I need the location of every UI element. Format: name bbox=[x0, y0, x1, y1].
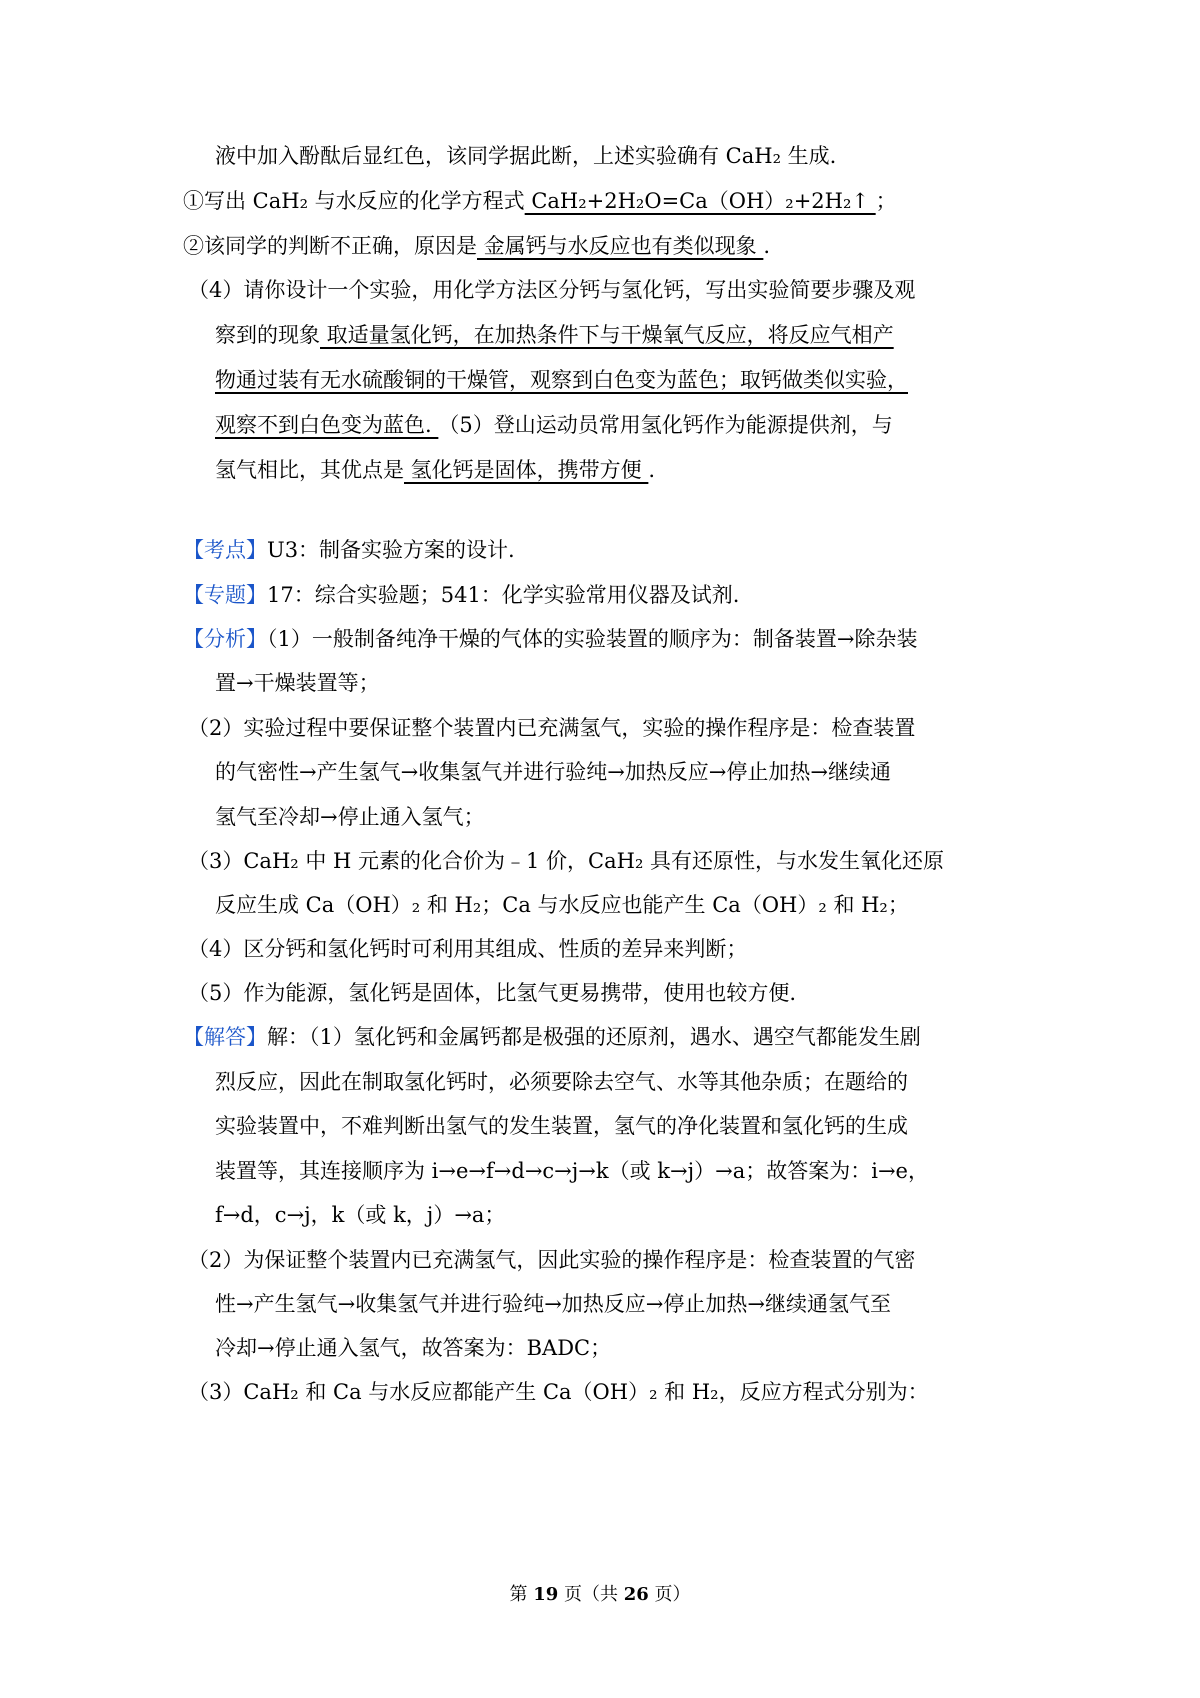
text-span: 的气密性→产生氢气→收集氢气并进行验纯→加热反应→停止加热→继续通 bbox=[215, 760, 891, 784]
text-line bbox=[188, 1378, 929, 1406]
page-footer bbox=[0, 1580, 1200, 1606]
text-span: （3）CaH₂ 和 Ca 与水反应都能产生 Ca（OH）₂ 和 H₂，反应方程式分别为： bbox=[188, 1380, 929, 1404]
text-span: f→d，c→j，k（或 k，j）→a； bbox=[215, 1203, 506, 1227]
text-span: 反应生成 Ca（OH）₂ 和 H₂；Ca 与水反应也能产生 Ca（OH）₂ 和 H₂； bbox=[215, 893, 909, 917]
text-line bbox=[215, 1112, 908, 1140]
text-line bbox=[215, 1068, 908, 1096]
question-4 bbox=[188, 276, 915, 304]
fenxi-tag: 【分析】 bbox=[183, 627, 267, 651]
text-span: 冷却→停止通入氢气，故答案为：BADC； bbox=[215, 1336, 612, 1360]
answer-line-4a bbox=[215, 321, 894, 349]
text-line bbox=[215, 891, 909, 919]
text-span: 氢气至冷却→停止通入氢气； bbox=[215, 805, 485, 829]
text-line bbox=[188, 714, 915, 742]
page-total: 26 bbox=[623, 1584, 649, 1605]
text-line bbox=[188, 847, 944, 875]
text-span: 解：（1）氢化钙和金属钙都是极强的还原剂，遇水、遇空气都能发生剧 bbox=[267, 1025, 921, 1049]
text-span: （4）请你设计一个实验，用化学方法区分钙与氢化钙，写出实验简要步骤及观 bbox=[188, 278, 916, 302]
filled-answer: 氢化钙是固体，携带方便 bbox=[404, 458, 649, 482]
filled-answer: 取适量氢化钙，在加热条件下与干燥氧气反应，将反应气相产 bbox=[320, 323, 894, 347]
zhuanti-line bbox=[183, 581, 739, 609]
fenxi-line bbox=[183, 625, 917, 653]
text-span: （2）实验过程中要保证整个装置内已充满氢气，实验的操作程序是：检查装置 bbox=[188, 716, 916, 740]
text-span: ①写出 CaH₂ 与水反应的化学方程式 bbox=[183, 189, 525, 213]
text-span: 烈反应，因此在制取氢化钙时，必须要除去空气、水等其他杂质；在题给的 bbox=[215, 1070, 908, 1094]
text-line bbox=[188, 1246, 915, 1274]
jieda-tag: 【解答】 bbox=[183, 1025, 267, 1049]
text-span: U3：制备实验方案的设计. bbox=[267, 538, 515, 562]
text-span: ； bbox=[875, 189, 897, 213]
footer-text: 第 bbox=[509, 1584, 534, 1605]
text-line bbox=[188, 935, 747, 963]
text-span: 性→产生氢气→收集氢气并进行验纯→加热反应→停止加热→继续通氢气至 bbox=[215, 1292, 891, 1316]
text-span: （4）区分钙和氢化钙时可利用其组成、性质的差异来判断； bbox=[188, 937, 748, 961]
text-span: （1）一般制备纯净干燥的气体的实验装置的顺序为：制备装置→除杂装 bbox=[267, 627, 918, 651]
zhuanti-tag: 【专题】 bbox=[183, 583, 267, 607]
text-span: 实验装置中，不难判断出氢气的发生装置，氢气的净化装置和氢化钙的生成 bbox=[215, 1114, 908, 1138]
text-line bbox=[215, 758, 891, 786]
answer-line-5 bbox=[215, 456, 655, 484]
filled-answer: 观察不到白色变为蓝色. bbox=[215, 413, 439, 437]
text-span: . bbox=[648, 458, 656, 482]
kaodian-line bbox=[183, 536, 515, 564]
text-line bbox=[215, 803, 485, 831]
text-span: 装置等，其连接顺序为 i→e→f→d→c→j→k（或 k→j）→a；故答案为：i→e， bbox=[215, 1159, 929, 1183]
text-span: （3）CaH₂ 中 H 元素的化合价为﹣1 价，CaH₂ 具有还原性，与水发生氧化还原 bbox=[188, 849, 945, 873]
filled-answer: 金属钙与水反应也有类似现象 bbox=[477, 234, 764, 258]
answer-line-2 bbox=[183, 232, 770, 260]
text-span: （2）为保证整个装置内已充满氢气，因此实验的操作程序是：检查装置的气密 bbox=[188, 1248, 916, 1272]
text-span: 察到的现象 bbox=[215, 323, 320, 347]
text-line bbox=[188, 979, 796, 1007]
filled-answer: 物通过装有无水硫酸铜的干燥管，观察到白色变为蓝色；取钙做类似实验， bbox=[215, 368, 908, 392]
text-span: 置→干燥装置等； bbox=[215, 671, 380, 695]
text-line bbox=[215, 669, 380, 697]
filled-answer: CaH₂+2H₂O=Ca（OH）₂+2H₂↑ bbox=[524, 189, 876, 213]
text-span: （5）登山运动员常用氢化钙作为能源提供剂，与 bbox=[438, 413, 893, 437]
jieda-line bbox=[183, 1023, 921, 1051]
text-span: ②该同学的判断不正确，原因是 bbox=[183, 234, 477, 258]
text-line bbox=[215, 1290, 891, 1318]
text-line bbox=[215, 1334, 611, 1362]
text-span: . bbox=[763, 234, 771, 258]
text-span: （5）作为能源，氢化钙是固体，比氢气更易携带，使用也较方便. bbox=[188, 981, 797, 1005]
text-line bbox=[215, 142, 836, 170]
footer-text: 页（共 bbox=[558, 1584, 624, 1605]
text-line bbox=[215, 1157, 929, 1185]
text-line bbox=[215, 1201, 505, 1229]
answer-line-1 bbox=[183, 187, 897, 215]
text-span: 液中加入酚酞后显红色，该同学据此断，上述实验确有 CaH₂ 生成. bbox=[215, 144, 837, 168]
answer-line-4b bbox=[215, 366, 908, 394]
page-number: 19 bbox=[533, 1584, 559, 1605]
kaodian-tag: 【考点】 bbox=[183, 538, 267, 562]
text-span: 氢气相比，其优点是 bbox=[215, 458, 404, 482]
text-span: 17：综合实验题；541：化学实验常用仪器及试剂. bbox=[267, 583, 740, 607]
footer-text: 页） bbox=[648, 1584, 691, 1605]
answer-line-4c bbox=[215, 411, 893, 439]
